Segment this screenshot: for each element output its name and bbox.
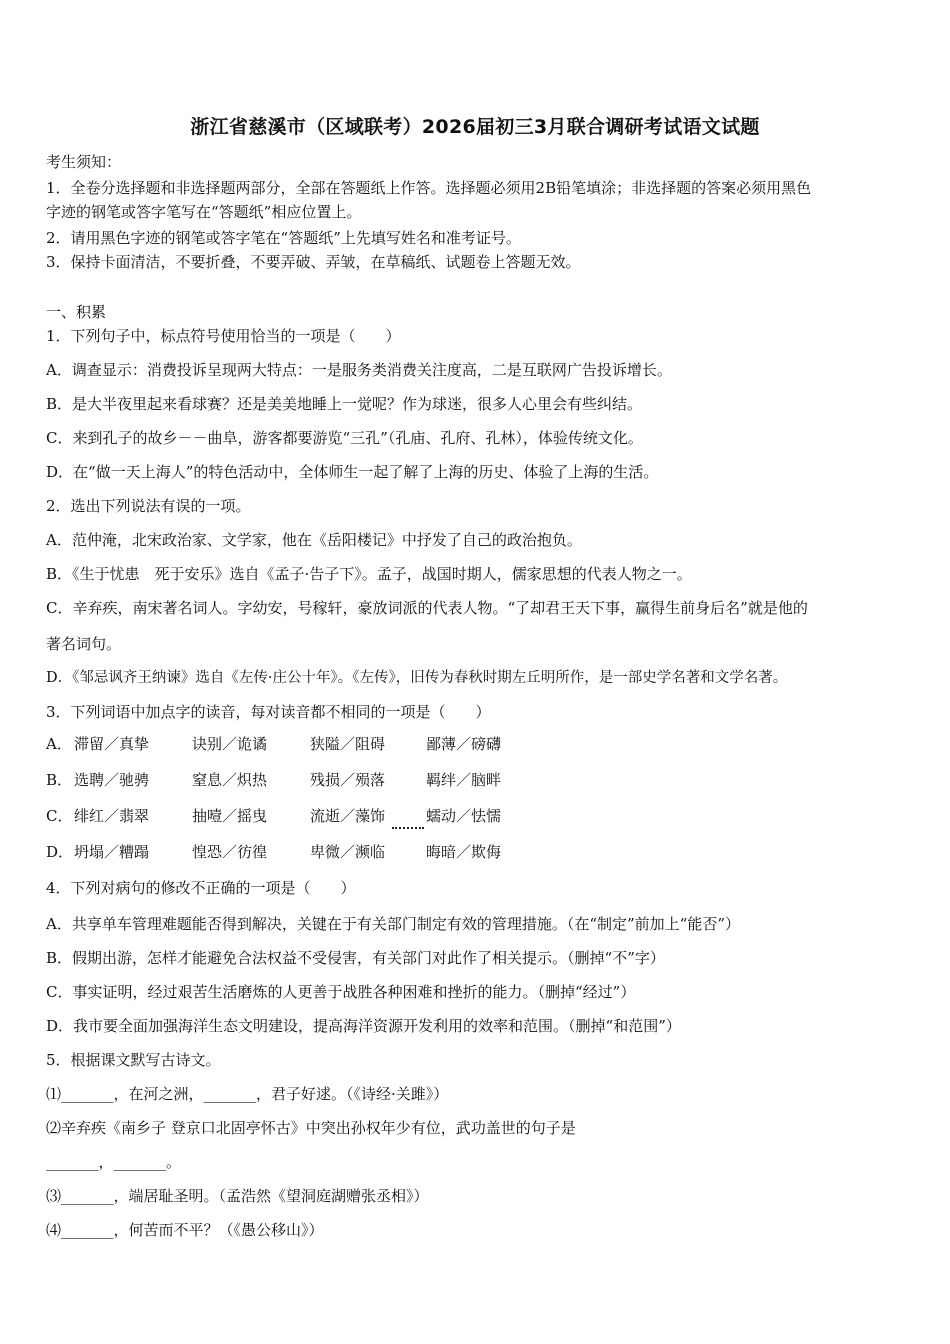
q3-word: 坍塌／糟蹋 xyxy=(74,843,150,861)
q5-item-1: ⑴_______，在河之洲，_______，君子好逑。（《诗经·关雎》） xyxy=(46,1085,449,1103)
q4-option-d: D．我市要全面加强海洋生态文明建设，提高海洋资源开发利用的效率和范围。（删掉“和范围”） xyxy=(46,1017,681,1035)
q4-stem: 4．下列对病句的修改不正确的一项是（ ） xyxy=(46,879,356,897)
q5-item-2-cont: _______，_______。 xyxy=(46,1153,182,1171)
q2-stem: 2．选出下列说法有误的一项。 xyxy=(46,497,251,515)
q1-option-b: B．是大半夜里起来看球赛？还是美美地睡上一觉呢？作为球迷，很多人心里会有些纠结。 xyxy=(46,395,643,413)
q3-word: 晦暗／欺侮 xyxy=(426,843,502,861)
q3-word: 流逝／藻饰 xyxy=(310,807,386,825)
q3-word: 选聘／驰骋 xyxy=(74,771,150,789)
notice-item-1: 1．全卷分选择题和非选择题两部分，全部在答题纸上作答。选择题必须用2B铅笔填涂；非选择题的答案必须用黑色 xyxy=(46,179,812,197)
q4-option-b: B．假期出游，怎样才能避免合法权益不受侵害，有关部门对此作了相关提示。（删掉“不”字） xyxy=(46,949,665,967)
q2-option-c: C．辛弃疾，南宋著名词人。字幼安，号稼轩，豪放词派的代表人物。“了却君王天下事，赢得生前身后名”就是他的 xyxy=(46,599,808,617)
q4-option-c: C．事实证明，经过艰苦生活磨炼的人更善于战胜各种困难和挫折的能力。（删掉“经过”） xyxy=(46,983,636,1001)
section-heading-1: 一、积累 xyxy=(46,303,107,321)
q5-item-2: ⑵辛弃疾《南乡子 登京口北固亭怀古》中突出孙权年少有位，武功盖世的句子是 xyxy=(46,1119,576,1137)
q3-word: 绯红／翡翠 xyxy=(74,807,150,825)
q5-item-3: ⑶_______，端居耻圣明。（孟浩然《望洞庭湖赠张丞相》） xyxy=(46,1187,429,1205)
q1-option-a: A．调查显示：消费投诉呈现两大特点：一是服务类消费关注度高，二是互联网广告投诉增长。 xyxy=(46,361,672,379)
notice-heading: 考生须知： xyxy=(46,153,122,171)
q3-stem: 3．下列词语中加点字的读音，每对读音都不相同的一项是（ ） xyxy=(46,703,491,721)
q3-word: 卑微／濒临 xyxy=(310,843,386,861)
q2-option-d: D．《邹忌讽齐王纳谏》选自《左传·庄公十年》。《左传》，旧传为春秋时期左丘明所作，是一部史学名著和文学名著。 xyxy=(46,670,788,686)
q3-word: 羁绊／脑畔 xyxy=(426,771,502,789)
notice-item-1-cont: 字迹的钢笔或答字笔写在“答题纸”相应位置上。 xyxy=(46,203,362,221)
q3-word: 滞留／真挚 xyxy=(74,735,150,753)
q4-option-a: A．共享单车管理难题能否得到解决，关键在于有关部门制定有效的管理措施。（在“制定”前加上“能否”） xyxy=(46,915,741,933)
notice-item-2: 2．请用黑色字迹的钢笔或答字笔在“答题纸”上先填写姓名和准考证号。 xyxy=(46,229,521,247)
exam-title: 浙江省慈溪市（区域联考）2026届初三3月联合调研考试语文试题 xyxy=(190,116,760,138)
q2-option-a: A．范仲淹，北宋政治家、文学家，他在《岳阳楼记》中抒发了自己的政治抱负。 xyxy=(46,531,582,549)
notice-item-3: 3．保持卡面清洁，不要折叠，不要弄破、弄皱，在草稿纸、试题卷上答题无效。 xyxy=(46,253,581,271)
emphasis-dots xyxy=(392,827,424,829)
q2-option-c-cont: 著名词句。 xyxy=(46,635,122,653)
q3-word: 窒息／炽热 xyxy=(192,771,268,789)
q1-stem: 1．下列句子中，标点符号使用恰当的一项是（ ） xyxy=(46,327,401,345)
q3-row-label: C． xyxy=(46,807,73,825)
q3-row-label: D． xyxy=(46,843,74,861)
q3-word: 残损／殒落 xyxy=(310,771,386,789)
q3-word: 惶恐／彷徨 xyxy=(192,843,268,861)
q5-stem: 5．根据课文默写古诗文。 xyxy=(46,1051,221,1069)
q3-row-label: B． xyxy=(46,771,73,789)
q3-word: 狭隘／阻碍 xyxy=(310,735,386,753)
q3-word: 诀别／诡谲 xyxy=(192,735,268,753)
q3-word: 抽噎／摇曳 xyxy=(192,807,268,825)
q3-word: 鄙薄／磅礴 xyxy=(426,735,502,753)
q1-option-d: D．在“做一天上海人”的特色活动中，全体师生一起了解了上海的历史、体验了上海的生活。 xyxy=(46,463,659,481)
q3-word: 蠕动／怯懦 xyxy=(426,807,502,825)
q3-row-label: A． xyxy=(46,735,72,753)
q5-item-4: ⑷_______，何苦而不平？（《愚公移山》） xyxy=(46,1221,324,1239)
q2-option-b: B．《生于忧患 死于安乐》选自《孟子·告子下》。孟子，战国时期人，儒家思想的代表人物之一。 xyxy=(46,565,692,583)
q1-option-c: C．来到孔子的故乡－－曲阜，游客都要游览“三孔”（孔庙、孔府、孔林），体验传统文化。 xyxy=(46,429,643,447)
